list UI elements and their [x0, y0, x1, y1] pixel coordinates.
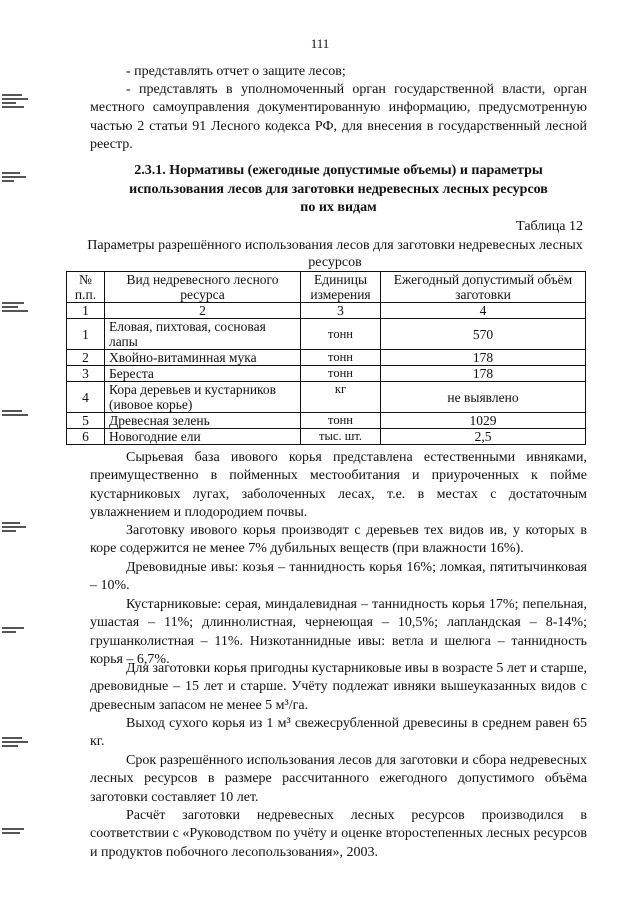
- row-num: 4: [67, 382, 105, 413]
- col-number: 3: [301, 303, 381, 319]
- paragraph: Заготовку ивового корья производят с деревьев тех видов ив, у которых в коре содержится не менее 7% дубильных веществ (при влажности 16%).: [90, 523, 587, 557]
- row-name: Древесная зелень: [105, 413, 301, 429]
- paragraph: Древовидные ивы: козья – таннидность корья 16%; ломкая, пятитычинковая – 10%.: [90, 560, 587, 594]
- row-unit: тонн: [301, 366, 381, 382]
- header-unit: Единицы измерения: [301, 272, 381, 303]
- row-num: 2: [67, 350, 105, 366]
- col-number: 2: [105, 303, 301, 319]
- table-header-row: [67, 272, 586, 303]
- row-value: 570: [381, 319, 586, 350]
- table-row: [67, 319, 586, 350]
- margin-artifact: [2, 92, 32, 110]
- row-unit: тонн: [301, 350, 381, 366]
- margin-artifact: [2, 408, 32, 418]
- margin-artifact: [2, 520, 32, 534]
- row-unit: тыс. шт.: [301, 429, 381, 445]
- table-row: [67, 382, 586, 413]
- table-row: [67, 350, 586, 366]
- section-heading-line-1: 2.3.1. Нормативы (ежегодные допустимые объемы) и параметры: [134, 163, 543, 178]
- page-number: 111: [310, 36, 330, 51]
- margin-artifact: [2, 735, 32, 749]
- row-value: 178: [381, 366, 586, 382]
- row-num: 6: [67, 429, 105, 445]
- row-name: Еловая, пихтовая, сосновая лапы: [105, 319, 301, 350]
- col-number: 1: [67, 303, 105, 319]
- paragraph: Срок разрешённого использования лесов для заготовки и сбора недревесных лесных ресурсов в размере рассчитанного ежегодного допустимого объёма заготовки составляет 10 лет.: [90, 753, 587, 805]
- table-row: [67, 429, 586, 445]
- margin-artifact: [2, 826, 32, 836]
- header-volume: Ежегодный допустимый объём заготовки: [381, 272, 586, 303]
- paragraph: Расчёт заготовки недревесных лесных ресурсов производился в соответствии с «Руководством по учёту и оценке второстепенных лесных ресурсов и продуктов побочного лесопользования», 2003.: [90, 808, 587, 860]
- header-num: № п.п.: [67, 272, 105, 303]
- row-unit: тонн: [301, 413, 381, 429]
- table-number: Таблица 12: [516, 219, 583, 234]
- row-value: не выявлено: [381, 382, 586, 413]
- params-table: [66, 271, 586, 445]
- row-num: 5: [67, 413, 105, 429]
- table-row: [67, 413, 586, 429]
- margin-artifact: [2, 625, 32, 635]
- row-name: Хвойно-витаминная мука: [105, 350, 301, 366]
- table-row: [67, 366, 586, 382]
- row-name: Береста: [105, 366, 301, 382]
- paragraph: Для заготовки корья пригодны кустарниковые ивы в возрасте 5 лет и старше, древовидные – 15 лет и старше. Учёту подлежат ивняки вышеуказанных видов с древесным запасом не менее 5 м³/га.: [90, 661, 587, 713]
- row-value: 2,5: [381, 429, 586, 445]
- section-heading-line-3: по их видам: [300, 200, 377, 215]
- paragraph: Сырьевая база ивового корья представлена естественными ивняками, преимущественно в пойменных местообитания и приуроченных к пойме кустарниковых лугах, заболоченных лесах, т.е. в местах с достаточным увлажнением и плодородием почвы.: [90, 450, 587, 520]
- col-number: 4: [381, 303, 586, 319]
- row-name: Новогодние ели: [105, 429, 301, 445]
- intro-bullet-1: - представлять отчет о защите лесов;: [126, 64, 346, 79]
- paragraph: Кустарниковые: серая, миндалевидная – таннидность корья 17%; пепельная, ушастая – 11%; длиннолистная, чернеющая – 10,5%; лапландская – 8-14%; грушанколистная – 11%. Низкотаннидные ивы: ветла и шелюга – таннидность корья – 6,7%.: [90, 597, 587, 667]
- paragraph: Выход сухого корья из 1 м³ свежесрубленной древесины в среднем равен 65 кг.: [90, 716, 587, 750]
- row-name: Кора деревьев и кустарников (ивовое корье): [105, 382, 301, 413]
- row-num: 1: [67, 319, 105, 350]
- table-column-numbers-row: [67, 303, 586, 319]
- row-value: 1029: [381, 413, 586, 429]
- row-unit: тонн: [301, 319, 381, 350]
- row-value: 178: [381, 350, 586, 366]
- margin-artifact: [2, 300, 32, 314]
- header-type: Вид недревесного лесного ресурса: [105, 272, 301, 303]
- intro-bullet-2: - представлять в уполномоченный орган государственной власти, орган местного самоуправления документированную информацию, предусмотренную частью 2 статьи 91 Лесного кодекса РФ, для внесения в государственный лесной реестр.: [90, 82, 587, 152]
- row-num: 3: [67, 366, 105, 382]
- row-unit: кг: [301, 382, 381, 413]
- table-title: Параметры разрешённого использования лесов для заготовки недревесных лесных ресурсов: [87, 238, 583, 270]
- margin-artifact: [2, 170, 32, 184]
- section-heading: [90, 162, 587, 218]
- section-heading-line-2: использования лесов для заготовки недревесных лесных ресурсов: [129, 181, 548, 197]
